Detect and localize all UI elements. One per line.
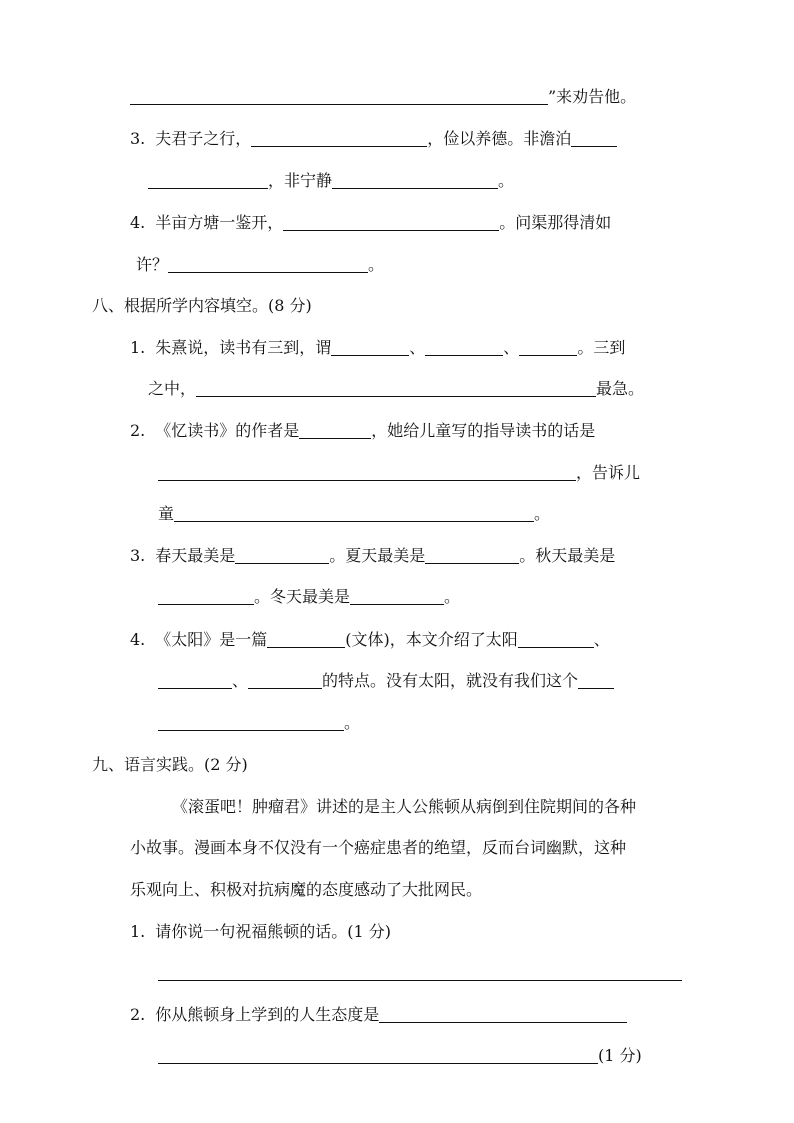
answer-blank[interactable] — [267, 629, 345, 648]
answer-blank[interactable] — [332, 170, 498, 189]
answer-blank[interactable] — [174, 503, 534, 522]
q9-item2-answer-line — [158, 1045, 642, 1067]
answer-blank[interactable] — [130, 86, 548, 105]
answer-blank[interactable] — [148, 170, 268, 189]
q7-item3-line1: 3. 夫君子之行， ，俭以养德。非澹泊 — [130, 128, 617, 150]
answer-blank[interactable] — [571, 128, 617, 147]
q9-item1-question: 1. 请你说一句祝福熊顿的话。(1 分) — [130, 922, 392, 941]
q7-item3-line2: ，非宁静 。 — [148, 170, 514, 192]
q9-paragraph-line1: 《滚蛋吧！肿瘤君》讲述的是主人公熊顿从病倒到住院期间的各种 — [172, 797, 637, 816]
q7-item4-line2: 许？ 。 — [136, 255, 385, 274]
answer-blank[interactable] — [158, 670, 232, 689]
answer-blank[interactable] — [158, 712, 344, 731]
answer-blank[interactable] — [158, 462, 576, 481]
q8-title: 八、根据所学内容填空。(8 分) — [92, 296, 312, 315]
q8-item1-line1: 1. 朱熹说，读书有三到，谓 、 、 。三到 — [130, 338, 626, 357]
answer-blank[interactable] — [168, 254, 368, 273]
q9-title: 九、语言实践。(2 分) — [92, 755, 248, 774]
q8-item2-line3: 童 。 — [158, 504, 551, 523]
answer-blank[interactable] — [425, 545, 519, 564]
answer-blank[interactable] — [350, 586, 444, 605]
q8-item4-line3: 。 — [158, 712, 360, 734]
q9-item2-question: 2. 你从熊顿身上学到的人生态度是 — [130, 1004, 627, 1026]
answer-blank[interactable] — [299, 420, 371, 439]
q8-item3-line2: 。冬天最美是 。 — [158, 586, 460, 608]
answer-blank[interactable] — [158, 962, 682, 981]
q8-item3-line1: 3. 春天最美是 。夏天最美是 。秋天最美是 — [130, 546, 616, 565]
answer-blank[interactable] — [283, 212, 499, 231]
answer-blank[interactable] — [235, 545, 329, 564]
q9-item1-answer-line — [158, 962, 682, 984]
answer-blank[interactable] — [158, 1045, 598, 1064]
q7-item4-line1: 4. 半亩方塘一鉴开， 。问渠那得清如 — [130, 213, 612, 232]
answer-blank[interactable] — [331, 337, 409, 356]
q8-item4-line2: 、 的特点。没有太阳，就没有我们这个 — [158, 670, 614, 692]
answer-blank[interactable] — [158, 586, 254, 605]
q8-item1-line2: 之中， 最急。 — [148, 379, 645, 398]
answer-blank[interactable] — [519, 337, 577, 356]
q8-item2-line2: ，告诉儿 — [158, 462, 640, 484]
answer-blank[interactable] — [196, 378, 596, 397]
q7-item2-tail-line: ”来劝告他。 — [130, 86, 636, 108]
q9-paragraph-line3: 乐观向上、积极对抗病魔的态度感动了大批网民。 — [130, 880, 483, 899]
score-label: (1 分) — [598, 1046, 642, 1065]
answer-blank[interactable] — [518, 629, 594, 648]
answer-blank[interactable] — [425, 337, 503, 356]
answer-blank[interactable] — [578, 670, 614, 689]
answer-blank[interactable] — [251, 128, 427, 147]
q8-item2-line1: 2. 《忆读书》的作者是 ，她给儿童写的指导读书的话是 — [130, 421, 596, 440]
q8-item4-line1: 4. 《太阳》是一篇 (文体)，本文介绍了太阳 、 — [130, 630, 610, 649]
answer-blank[interactable] — [379, 1004, 627, 1023]
answer-blank[interactable] — [248, 670, 322, 689]
q9-paragraph-line2: 小故事。漫画本身不仅没有一个癌症患者的绝望，反而台词幽默，这种 — [130, 838, 627, 857]
